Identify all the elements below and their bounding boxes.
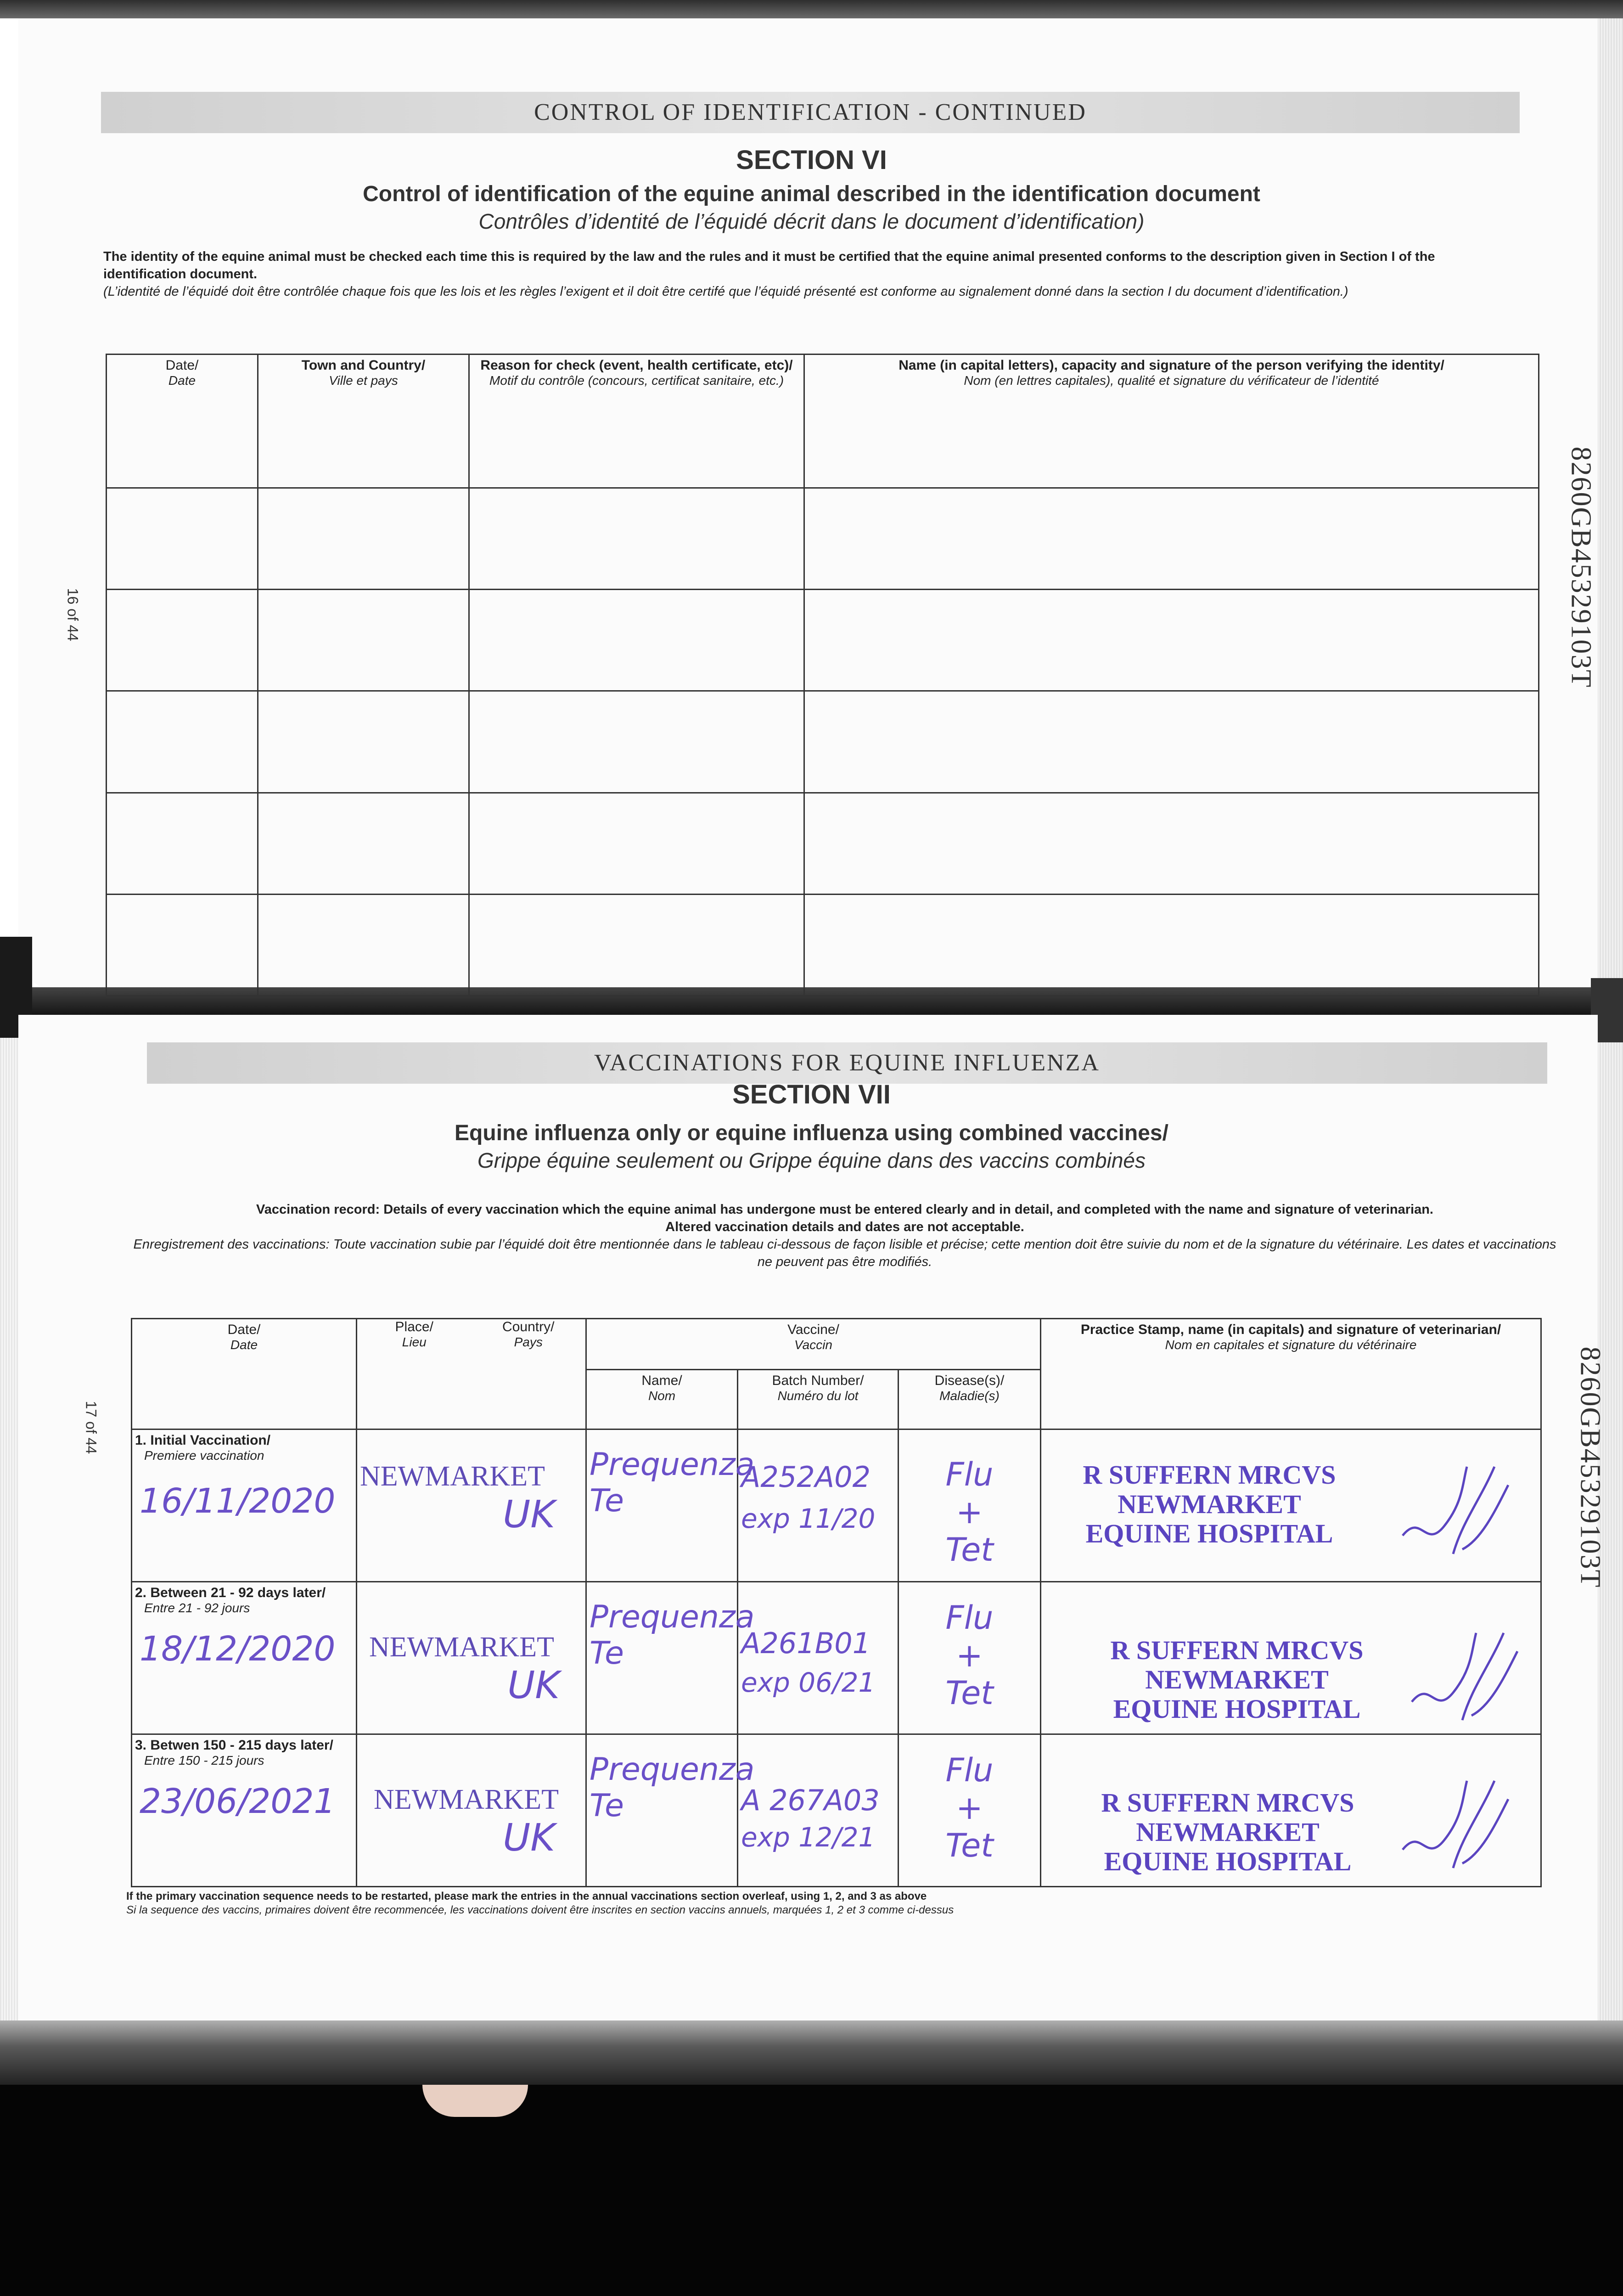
section-banner: CONTROL OF IDENTIFICATION - CONTINUED bbox=[101, 92, 1520, 133]
disease-value: Flu + Tet bbox=[945, 1456, 994, 1569]
batch-number: A261B01 bbox=[741, 1626, 871, 1660]
disease-value: Flu + Tet bbox=[945, 1751, 994, 1865]
col-header-disease: Disease(s)/ Maladie(s) bbox=[899, 1369, 1041, 1429]
table-header-row bbox=[107, 355, 1539, 488]
footnote-en: If the primary vaccination sequence needs to be restarted, please mark the entries in the annual vaccinations section overleaf, using 1, 2, and 3 as above bbox=[126, 1890, 927, 1902]
disease-cell bbox=[899, 1429, 1041, 1582]
vaccine-name: Prequenza Te bbox=[590, 1446, 755, 1519]
section-heading-fr: Contrôles d’identité de l’équidé décrit dans le document d’identification) bbox=[478, 209, 1145, 233]
col-header-vaccine-name: Name/ Nom bbox=[586, 1369, 738, 1429]
vaccination-table bbox=[131, 1318, 1542, 1887]
disease-cell bbox=[899, 1734, 1041, 1887]
table-row bbox=[107, 793, 1539, 894]
section-heading-fr: Grippe équine seulement ou Grippe équine dans des vaccins combinés bbox=[477, 1148, 1146, 1172]
section-heading-en: Equine influenza only or equine influenza using combined vaccines/ bbox=[455, 1121, 1168, 1145]
disease-value: Flu + Tet bbox=[945, 1599, 994, 1712]
col-header-place-country: Place/ Lieu Country/ Pays bbox=[357, 1319, 586, 1429]
vaccination-date: 23/06/2021 bbox=[140, 1782, 336, 1822]
identity-instructions bbox=[103, 248, 1508, 300]
vaccination-row-1 bbox=[132, 1429, 1541, 1582]
batch-cell bbox=[738, 1582, 899, 1734]
place-country-cell bbox=[357, 1582, 586, 1734]
instructions-fr: (L’identité de l’équidé doit être contrôlée chaque fois que les lois et les règles l’exigent et il doit être certifé que l’équidé présenté est conforme au signalement donné dans la section I du document d’identification.) bbox=[103, 284, 1348, 299]
col-header-vaccine: Vaccine/ Vaccin bbox=[586, 1319, 1041, 1370]
col-header-date: Date/ Date bbox=[132, 1319, 357, 1429]
batch-expiry: exp 06/21 bbox=[741, 1667, 876, 1699]
footnote-fr: Si la sequence des vaccins, primaires doivent être recommencée, les vaccinations doivent être inscrites en section vaccins annuels, marquées 1, 2 et 3 comme ci-dessus bbox=[126, 1904, 954, 1916]
vaccine-name: Prequenza Te bbox=[590, 1599, 755, 1672]
page-number: 16 of 44 bbox=[64, 588, 81, 642]
table-row bbox=[107, 691, 1539, 793]
identity-checks-table bbox=[106, 354, 1539, 996]
book-cover-edge bbox=[0, 2020, 1623, 2085]
col-header-country: Country/ bbox=[502, 1319, 555, 1334]
batch-number: A 267A03 bbox=[741, 1784, 880, 1818]
col-header-reason: Reason for check (event, health certificate, etc)/ Motif du contrôle (concours, certificat sanitaire, etc.) bbox=[469, 355, 804, 488]
place-value: NEWMARKET bbox=[360, 1461, 545, 1492]
place-country-cell bbox=[357, 1429, 586, 1582]
vaccination-row-3 bbox=[132, 1734, 1541, 1887]
batch-cell bbox=[738, 1429, 899, 1582]
section-title: SECTION VII bbox=[732, 1080, 891, 1109]
record-instructions-fr: Enregistrement des vaccinations: Toute vaccination subie par l’équidé doit être mentionnée dans le tableau ci-dessous de façon lisible et précise; cette mention doit être suivie du nom et de la signature du vétérinaire. Les dates et vaccinations ne peuvent pas être modifiés. bbox=[133, 1237, 1556, 1269]
vaccination-record-instructions bbox=[129, 1201, 1561, 1271]
table-row bbox=[107, 590, 1539, 691]
table-row bbox=[107, 488, 1539, 590]
vaccination-date: 16/11/2020 bbox=[140, 1481, 336, 1521]
veterinarian-signature bbox=[1393, 1772, 1513, 1877]
place-country-cell bbox=[357, 1734, 586, 1887]
vaccine-name-cell bbox=[586, 1429, 755, 1582]
practice-stamp-cell bbox=[1041, 1582, 1541, 1734]
vaccine-name-cell bbox=[586, 1582, 755, 1734]
vaccine-name: Prequenza Te bbox=[590, 1751, 755, 1824]
disease-cell bbox=[899, 1582, 1041, 1734]
table-header-row bbox=[132, 1319, 1541, 1370]
country-value: UK bbox=[503, 1816, 555, 1860]
col-header-town: Town and Country/ Ville et pays bbox=[258, 355, 469, 488]
page-number: 17 of 44 bbox=[83, 1401, 100, 1454]
section-heading-en: Control of identification of the equine animal described in the identification document bbox=[363, 182, 1260, 206]
veterinarian-signature bbox=[1393, 1458, 1513, 1563]
practice-stamp: R SUFFERN MRCVS NEWMARKET EQUINE HOSPITAL bbox=[1101, 1788, 1354, 1876]
col-header-verifier: Name (in capital letters), capacity and signature of the person verifying the identity/ Nom (en lettres capitales), qualité et signature du vérificateur de l’identité bbox=[804, 355, 1539, 488]
practice-stamp-cell bbox=[1041, 1734, 1541, 1887]
col-header-batch: Batch Number/ Numéro du lot bbox=[738, 1369, 899, 1429]
date-cell: 2. Between 21 - 92 days later/ Entre 21 - 92 jours 18/12/2020 bbox=[132, 1582, 357, 1734]
document-id: 8260GB45329103T bbox=[1574, 1346, 1606, 1588]
country-value: UK bbox=[507, 1664, 560, 1708]
date-cell: 1. Initial Vaccination/ Premiere vaccination 16/11/2020 bbox=[132, 1429, 357, 1582]
practice-stamp: R SUFFERN MRCVS NEWMARKET EQUINE HOSPITAL bbox=[1110, 1635, 1364, 1724]
section-banner: VACCINATIONS FOR EQUINE INFLUENZA bbox=[147, 1042, 1547, 1084]
vaccination-row-2 bbox=[132, 1582, 1541, 1734]
date-cell: 3. Betwen 150 - 215 days later/ Entre 150 - 215 jours 23/06/2021 bbox=[132, 1734, 357, 1887]
practice-stamp: R SUFFERN MRCVS NEWMARKET EQUINE HOSPITAL bbox=[1083, 1460, 1336, 1548]
record-instructions-en: Vaccination record: Details of every vaccination which the equine animal has undergone must be entered clearly and in detail, and completed with the name and signature of veterinarian. bbox=[256, 1202, 1433, 1217]
practice-stamp-cell bbox=[1041, 1429, 1541, 1582]
scan-border-top bbox=[0, 0, 1623, 18]
place-value: NEWMARKET bbox=[369, 1632, 554, 1663]
col-header-practice-stamp: Practice Stamp, name (in capitals) and signature of veterinarian/ Nom en capitales et signature du vétérinaire bbox=[1041, 1319, 1541, 1429]
batch-expiry: exp 12/21 bbox=[741, 1822, 876, 1853]
instructions-en: The identity of the equine animal must be checked each time this is required by the law and the rules and it must be certified that the equine animal presented conforms to the description given in Section I of the identification document. bbox=[103, 249, 1435, 281]
col-header-date: Date/ Date bbox=[107, 355, 258, 488]
vaccination-date: 18/12/2020 bbox=[140, 1629, 336, 1669]
restart-footnote bbox=[126, 1890, 1536, 1917]
batch-expiry: exp 11/20 bbox=[741, 1503, 876, 1535]
veterinarian-signature bbox=[1403, 1624, 1522, 1729]
col-header-place: Place/ bbox=[395, 1319, 433, 1334]
table-row bbox=[107, 894, 1539, 996]
batch-cell bbox=[738, 1734, 899, 1887]
batch-number: A252A02 bbox=[741, 1460, 871, 1494]
document-id: 8260GB45329103T bbox=[1565, 446, 1597, 688]
finger bbox=[422, 2085, 528, 2117]
country-value: UK bbox=[503, 1493, 555, 1537]
section-title: SECTION VI bbox=[736, 145, 887, 175]
place-value: NEWMARKET bbox=[374, 1784, 559, 1816]
vaccine-name-cell bbox=[586, 1734, 755, 1887]
record-instructions-en-2: Altered vaccination details and dates are not acceptable. bbox=[665, 1220, 1024, 1234]
